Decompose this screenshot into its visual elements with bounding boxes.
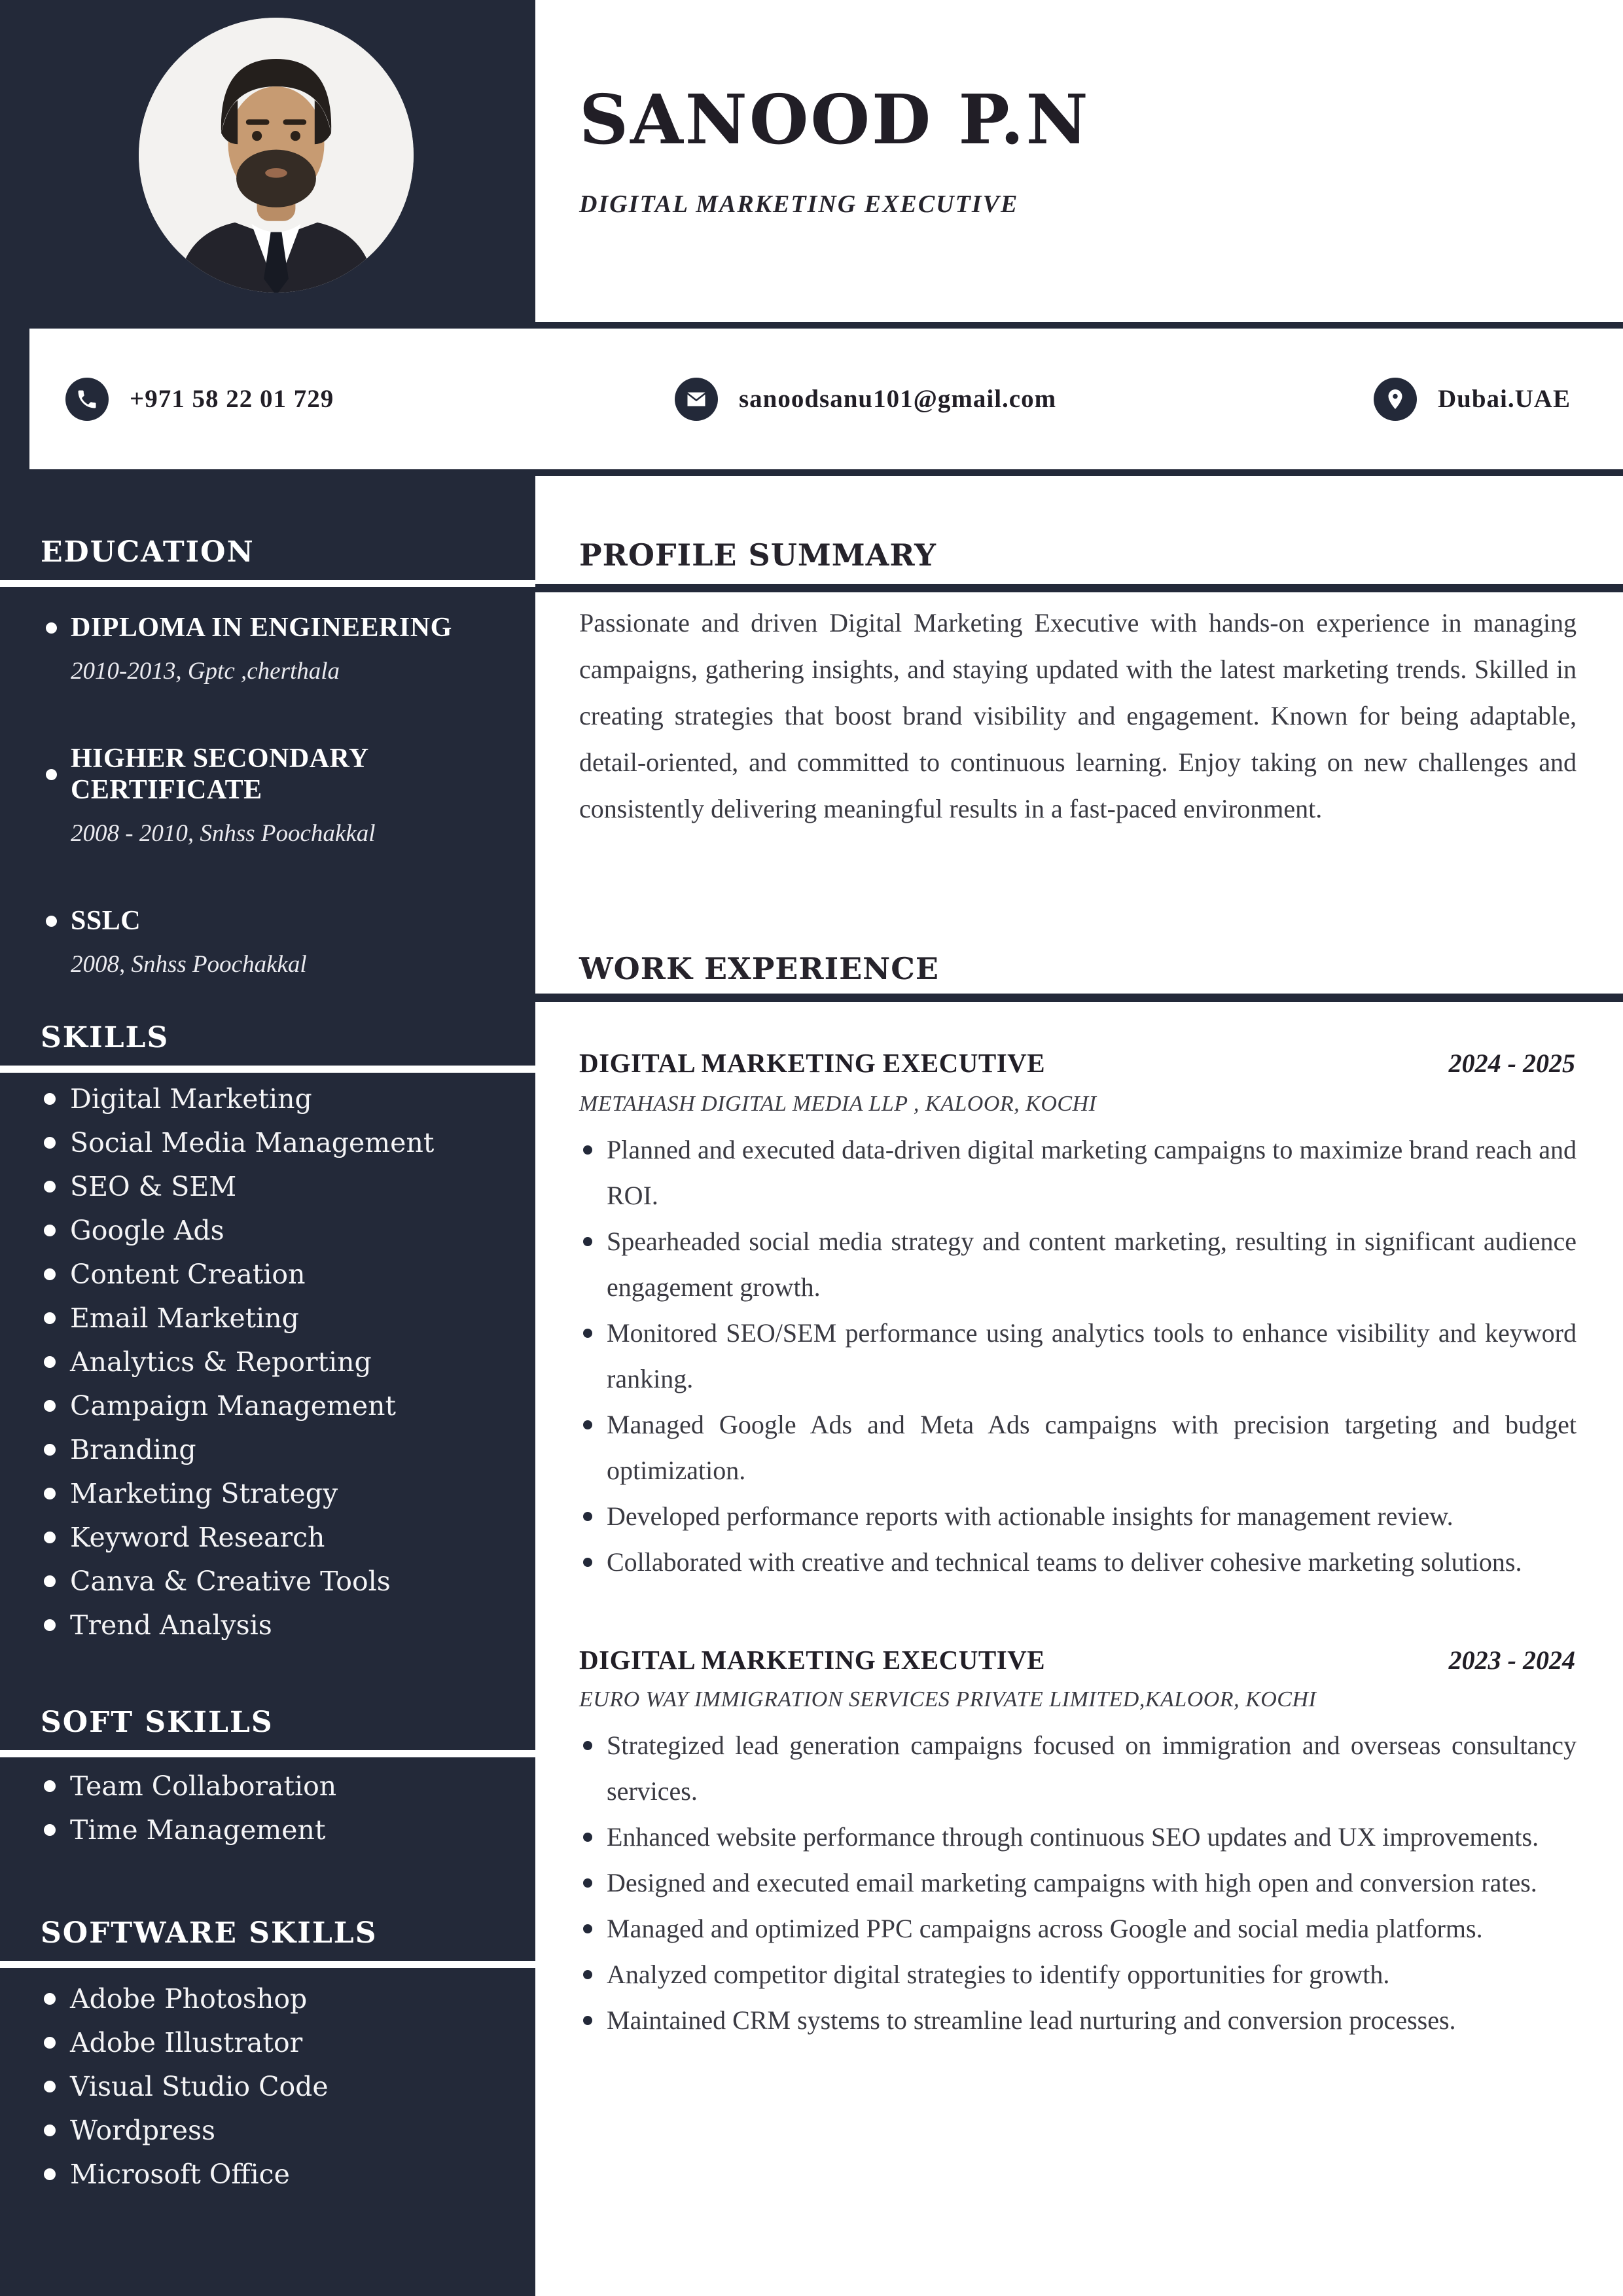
soft-skills-list [0, 1770, 535, 1858]
person-avatar-illustration [139, 18, 414, 293]
job-title: DIGITAL MARKETING EXECUTIVE [579, 1645, 1046, 1675]
education-item [0, 905, 535, 980]
work-experience-rule [535, 994, 1623, 1002]
bullet-dot-icon [44, 1824, 56, 1836]
contact-card [29, 329, 1623, 469]
skills-list [0, 1083, 535, 1653]
skill-label: Analytics & Reporting [70, 1346, 372, 1378]
bullet-dot-icon [44, 1312, 56, 1324]
contact-location [1374, 329, 1571, 469]
software-skills-list [0, 1983, 535, 2202]
bullet-dot-icon [44, 1225, 56, 1236]
skill-label: Social Media Management [70, 1127, 435, 1158]
education-item [0, 612, 535, 687]
bullet-dot-icon [44, 1488, 56, 1499]
job-title: DIGITAL MARKETING EXECUTIVE [579, 1048, 1046, 1078]
skill-label: Email Marketing [70, 1302, 299, 1334]
job-company: EURO WAY IMMIGRATION SERVICES PRIVATE LIMITED,KALOOR, KOCHI [579, 1687, 1317, 1712]
software-skill-item [0, 1983, 535, 2015]
soft-skills-heading-rule [0, 1750, 535, 1757]
phone-number: +971 58 22 01 729 [130, 385, 334, 413]
soft-skills-heading: SOFT SKILLS [41, 1706, 274, 1739]
bullet-dot-icon [44, 1181, 56, 1193]
education-item-title: HIGHER SECONDARY CERTIFICATE [71, 744, 368, 805]
software-skill-item [0, 2071, 535, 2102]
soft-skill-label: Team Collaboration [70, 1770, 337, 1802]
bullet-dot-icon [44, 1444, 56, 1456]
education-item-title: DIPLOMA IN ENGINEERING [71, 613, 452, 643]
education-item-detail: 2010-2013, Gptc ,cherthala [71, 658, 340, 685]
job-bullet: Enhanced website performance through continuous SEO updates and UX improvements. [579, 1814, 1577, 1860]
skill-item [0, 1259, 535, 1290]
education-item-title-row [0, 905, 535, 937]
job-bullet: Maintained CRM systems to streamline lead nurturing and conversion processes. [579, 1998, 1577, 2043]
job-dates: 2024 - 2025 [1448, 1049, 1575, 1078]
job-bullet: Monitored SEO/SEM performance using analytics tools to enhance visibility and keyword ranking. [579, 1310, 1577, 1402]
software-skills-section-header [0, 1918, 535, 1968]
bullet-dot-icon [44, 1356, 56, 1368]
bullet-dot-icon [44, 1532, 56, 1543]
contact-phone [65, 329, 334, 469]
software-skill-label: Visual Studio Code [70, 2071, 329, 2102]
skill-label: Digital Marketing [70, 1083, 312, 1115]
skill-item [0, 1127, 535, 1158]
skill-item [0, 1566, 535, 1597]
bullet-dot-icon [44, 2125, 56, 2136]
education-item-detail: 2008, Snhss Poochakkal [71, 951, 307, 978]
soft-skill-item [0, 1770, 535, 1802]
job-bullet: Designed and executed email marketing campaigns with high open and conversion rates. [579, 1860, 1577, 1906]
job-company: METAHASH DIGITAL MEDIA LLP , KALOOR, KOCHI [579, 1092, 1097, 1116]
map-pin-icon [1374, 378, 1417, 421]
job-header [579, 1644, 1575, 1676]
job-bullet: Strategized lead generation campaigns focused on immigration and overseas consultancy services. [579, 1723, 1577, 1814]
profile-summary-rule [535, 584, 1623, 592]
skill-label: Keyword Research [70, 1522, 325, 1553]
location-text: Dubai.UAE [1438, 385, 1571, 413]
skill-label: Canva & Creative Tools [70, 1566, 391, 1597]
software-skill-item [0, 2027, 535, 2058]
education-item [0, 743, 535, 849]
software-skill-label: Wordpress [70, 2115, 216, 2146]
profile-summary-text: Passionate and driven Digital Marketing Executive with hands-on experience in managing campaigns, gathering insights, and staying updated with the latest marketing trends. Skilled in creating strategies that boost brand visibility and engagement. Known for being adaptable, detail-oriented, and committed to continuous learning. Enjoy taking on new challenges and consistently delivering meaningful results in a fast-paced environment. [579, 608, 1577, 823]
software-skill-label: Microsoft Office [70, 2159, 290, 2190]
bullet-dot-icon [44, 1993, 56, 2005]
phone-icon [65, 378, 109, 421]
bullet-dot-icon [44, 1575, 56, 1587]
skill-item [0, 1346, 535, 1378]
skill-label: SEO & SEM [70, 1171, 237, 1202]
education-heading: EDUCATION [41, 535, 255, 569]
bullet-dot-icon [46, 622, 57, 634]
skill-item [0, 1609, 535, 1641]
skill-label: Google Ads [70, 1215, 224, 1246]
job-bullet: Analyzed competitor digital strategies to identify opportunities for growth. [579, 1952, 1577, 1998]
skills-section-header [0, 1022, 535, 1073]
person-job-title: DIGITAL MARKETING EXECUTIVE [579, 190, 1019, 218]
skill-label: Campaign Management [70, 1390, 396, 1422]
skill-item [0, 1302, 535, 1334]
skill-label: Branding [70, 1434, 196, 1465]
soft-skill-item [0, 1814, 535, 1846]
skill-item [0, 1171, 535, 1202]
software-skill-item [0, 2115, 535, 2146]
skill-item [0, 1478, 535, 1509]
education-item-detail: 2008 - 2010, Snhss Poochakkal [71, 820, 376, 847]
software-skill-label: Adobe Photoshop [70, 1983, 308, 2015]
job-bullet: Collaborated with creative and technical teams to deliver cohesive marketing solutions. [579, 1539, 1577, 1585]
contact-email [675, 329, 1056, 469]
profile-photo [139, 18, 414, 293]
software-skills-heading: SOFTWARE SKILLS [41, 1916, 378, 1950]
education-item-title: SSLC [71, 906, 141, 936]
skill-item [0, 1215, 535, 1246]
person-name: SANOOD P.N [579, 79, 1090, 160]
email-address: sanoodsanu101@gmail.com [739, 385, 1057, 413]
bullet-dot-icon [44, 1619, 56, 1631]
education-item-title-row [0, 612, 535, 643]
skill-item [0, 1522, 535, 1553]
bullet-dot-icon [44, 1780, 56, 1792]
job-bullet-list [579, 1127, 1577, 1585]
skill-item [0, 1390, 535, 1422]
education-section-header [0, 537, 535, 587]
profile-summary-heading: PROFILE SUMMARY [579, 537, 936, 573]
job-header [579, 1047, 1575, 1079]
skills-heading: SKILLS [41, 1021, 169, 1054]
skill-item [0, 1083, 535, 1115]
education-item-title-row [0, 743, 535, 806]
mail-icon [675, 378, 718, 421]
software-skill-label: Adobe Illustrator [70, 2027, 303, 2058]
job-bullet: Developed performance reports with actionable insights for management review. [579, 1494, 1577, 1539]
job-bullet: Managed Google Ads and Meta Ads campaigns with precision targeting and budget optimization. [579, 1402, 1577, 1494]
software-skill-item [0, 2159, 535, 2190]
education-list [0, 612, 535, 1036]
job-bullet-list [579, 1723, 1577, 2043]
skill-label: Content Creation [70, 1259, 306, 1290]
soft-skill-label: Time Management [70, 1814, 326, 1846]
bullet-dot-icon [44, 2037, 56, 2049]
skill-label: Marketing Strategy [70, 1478, 338, 1509]
skills-heading-rule [0, 1066, 535, 1073]
soft-skills-section-header [0, 1707, 535, 1757]
job-bullet: Managed and optimized PPC campaigns across Google and social media platforms. [579, 1906, 1577, 1952]
bullet-dot-icon [44, 1268, 56, 1280]
bullet-dot-icon [44, 1093, 56, 1105]
education-heading-rule [0, 580, 535, 587]
bullet-dot-icon [44, 1137, 56, 1149]
bullet-dot-icon [44, 2081, 56, 2092]
bullet-dot-icon [44, 1400, 56, 1412]
bullet-dot-icon [46, 916, 57, 927]
job-bullet: Spearheaded social media strategy and content marketing, resulting in significant audience engagement growth. [579, 1219, 1577, 1310]
skill-item [0, 1434, 535, 1465]
bullet-dot-icon [46, 769, 57, 780]
software-skills-heading-rule [0, 1961, 535, 1968]
bullet-dot-icon [44, 2168, 56, 2180]
job-bullet: Planned and executed data-driven digital marketing campaigns to maximize brand reach and ROI. [579, 1127, 1577, 1219]
job-dates: 2023 - 2024 [1448, 1645, 1575, 1675]
skill-label: Trend Analysis [70, 1609, 272, 1641]
work-experience-heading: WORK EXPERIENCE [579, 951, 939, 986]
